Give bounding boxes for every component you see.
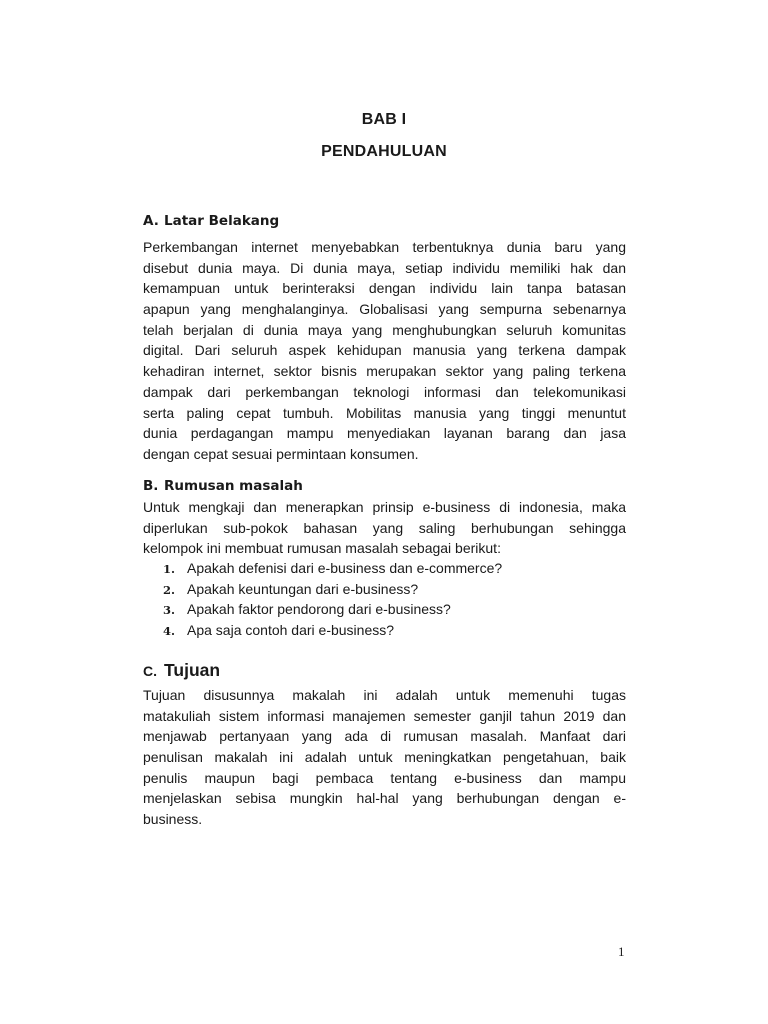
chapter-title: PENDAHULUAN — [321, 143, 447, 160]
list-item — [163, 579, 502, 600]
section-heading-text: Rumusan masalah — [164, 478, 303, 494]
paragraph-line: Untuk mengkaji dan menerapkan prinsip e-business di indonesia, maka — [143, 499, 626, 515]
paragraph-line: Tujuan disusunnya makalah ini adalah untuk memenuhi tugas — [143, 687, 626, 703]
list-number: 2. — [163, 582, 176, 597]
paragraph-line: digital. Dari seluruh aspek kehidupan manusia yang terkena dampak — [143, 342, 626, 359]
paragraph-line: dunia perdagangan mampu menyediakan layanan barang dan jasa — [143, 425, 626, 442]
paragraph-line: menjawab pertanyaan yang ada di rumusan masalah. Manfaat dari — [143, 728, 626, 745]
section-marker: C. — [143, 663, 157, 679]
paragraph-line: disebut dunia maya. Di dunia maya, setiap individu memiliki hak dan — [143, 259, 626, 276]
paragraph-line: penulis maupun bagi pembaca tentang e-business dan mampu — [143, 769, 626, 786]
paragraph-line: kelompok ini membuat rumusan masalah sebagai berikut: — [143, 540, 501, 557]
list-number: 1. — [163, 562, 176, 576]
paragraph-rumusan-masalah — [143, 497, 626, 559]
list-item — [163, 620, 502, 641]
page-number: 1 — [618, 944, 625, 959]
paragraph-line: apapun yang menghalanginya. Globalisasi yang sempurna sebenarnya — [143, 301, 626, 318]
paragraph-tujuan — [143, 685, 626, 830]
paragraph-latar-belakang — [143, 237, 626, 465]
paragraph-line: serta paling cepat tumbuh. Mobilitas manusia yang tinggi menuntut — [143, 404, 626, 421]
list-item-text: Apakah faktor pendorong dari e-business? — [187, 601, 451, 618]
section-marker: A. — [143, 213, 159, 229]
paragraph-line: menjelaskan sebisa mungkin hal-hal yang berhubungan dengan e- — [143, 790, 626, 807]
section-marker: B. — [143, 478, 159, 494]
section-heading-latar-belakang — [143, 212, 279, 230]
paragraph-line: Perkembangan internet menyebabkan terbentuknya dunia baru yang — [143, 239, 626, 255]
paragraph-line: diperlukan sub-pokok bahasan yang saling berhubungan sehingga — [143, 519, 626, 536]
paragraph-line: matakuliah sistem informasi manajemen semester ganjil tahun 2019 dan — [143, 707, 626, 724]
paragraph-line: penulisan makalah ini adalah untuk meningkatkan pengetahuan, baik — [143, 749, 626, 766]
paragraph-line: telah berjalan di dunia maya yang menghubungkan seluruh komunitas — [143, 321, 626, 338]
section-heading-tujuan — [143, 661, 220, 681]
paragraph-line: dengan cepat sesuai permintaan konsumen. — [143, 445, 419, 462]
section-heading-text: Latar Belakang — [164, 213, 280, 229]
list-item-text: Apakah keuntungan dari e-business? — [187, 580, 419, 597]
list-item — [163, 599, 502, 620]
paragraph-line: business. — [143, 811, 203, 828]
paragraph-line: kehadiran internet, sektor bisnis merupakan sektor yang paling terkena — [143, 363, 626, 380]
section-heading-text: Tujuan — [164, 660, 221, 680]
list-number: 3. — [163, 603, 176, 618]
list-number: 4. — [163, 624, 176, 639]
list-item-text: Apa saja contoh dari e-business? — [187, 622, 395, 639]
paragraph-line: kemampuan untuk berinteraksi dengan individu lain tanpa batasan — [143, 280, 626, 297]
question-list — [163, 558, 502, 641]
paragraph-line: dampak dari perkembangan teknologi informasi dan telekomunikasi — [143, 383, 626, 400]
section-heading-rumusan-masalah — [143, 477, 303, 495]
list-item — [163, 558, 502, 579]
chapter-number: BAB I — [361, 111, 407, 128]
list-item-text: Apakah defenisi dari e-business dan e-commerce? — [187, 560, 503, 576]
